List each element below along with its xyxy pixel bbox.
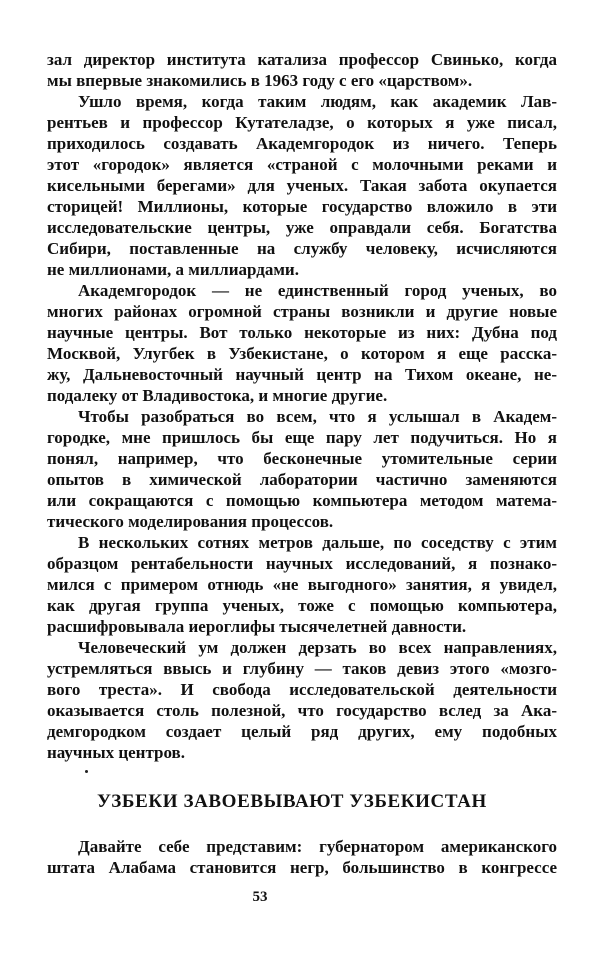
text-line: многих районах огромной страны возникли и другие новые (47, 302, 557, 321)
text-line: жу, Дальневосточный научный центр на Тихом океане, не- (47, 365, 557, 384)
text-line: научных центров. (47, 743, 185, 762)
text-line: этот «городок» является «страной с молочными реками и (47, 155, 557, 174)
text-line: образцом рентабельности научных исследований, я познако- (47, 554, 557, 573)
text-line: Москвой, Улугбек в Узбекистане, о котором я еще расска- (47, 344, 557, 363)
text-line: кисельными берегами» для ученых. Такая забота окупается (47, 176, 557, 195)
text-line: оказывается столь полезной, что государство вслед за Ака- (47, 701, 557, 720)
text-line: Сибири, поставленные на службу человеку, исчисляются (47, 239, 557, 258)
paragraph (47, 532, 557, 637)
text-line: вого треста». И свобода исследовательской деятельности (47, 680, 557, 699)
text-line: как другая группа ученых, тоже с помощью компьютера, (47, 596, 557, 615)
text-line: или сокращаются с помощью компьютера методом матема- (47, 491, 557, 510)
stray-dot-mark (85, 770, 88, 773)
paragraph (47, 91, 557, 280)
paragraph (47, 836, 557, 878)
paragraph (47, 637, 557, 763)
paragraph (47, 49, 557, 91)
text-line: зал директор института катализа профессор Свинько, когда (47, 50, 557, 69)
text-line: штата Алабама становится негр, большинство в конгрессе (47, 858, 557, 877)
text-line: мился с примером отнюдь «не выгодного» занятия, я увидел, (47, 575, 557, 594)
text-line: рентьев и профессор Кутателадзе, о которых я уже писал, (47, 113, 557, 132)
text-line: устремляться ввысь и глубину — таков девиз этого «мозго- (47, 659, 557, 678)
text-line: мы впервые знакомились в 1963 году с его «царством». (47, 71, 473, 90)
text-line: не миллионами, а миллиардами. (47, 260, 299, 279)
text-line: Давайте себе представим: губернатором американского (78, 837, 557, 856)
text-line: сторицей! Миллионы, которые государство вложило в эти (47, 197, 557, 216)
text-line: тического моделирования процессов. (47, 512, 334, 531)
body-text (47, 49, 557, 763)
text-line: научные центры. Вот только некоторые из них: Дубна под (47, 323, 557, 342)
text-line: Академгородок — не единственный город ученых, во (78, 281, 557, 300)
paragraph (47, 280, 557, 406)
text-line: Ушло время, когда таким людям, как академик Лав- (78, 92, 557, 111)
text-line: Человеческий ум должен дерзать во всех направлениях, (78, 638, 557, 657)
text-line: подалеку от Владивостока, и многие другие. (47, 386, 388, 405)
section-text (47, 836, 557, 878)
text-line: В нескольких сотнях метров дальше, по соседству с этим (78, 533, 557, 552)
page-number: 53 (252, 889, 268, 905)
text-line: исследовательские центры, уже оправдали себя. Богатства (47, 218, 557, 237)
text-line: приходилось создавать Академгородок из ничего. Теперь (47, 134, 557, 153)
text-line: городке, мне пришлось бы еще пару лет подучиться. Но я (47, 428, 557, 447)
text-line: понял, например, что бесконечные утомительные серии (47, 449, 557, 468)
text-line: демгородком создает целый ряд других, ему подобных (47, 722, 557, 741)
text-line: Чтобы разобраться во всем, что я услышал в Академ- (78, 407, 557, 426)
paragraph (47, 406, 557, 532)
text-line: опытов в химической лаборатории частично заменяются (47, 470, 557, 489)
section-heading: УЗБЕКИ ЗАВОЕВЫВАЮТ УЗБЕКИСТАН (97, 791, 487, 812)
text-line: расшифровывала иероглифы тысячелетней давности. (47, 617, 467, 636)
